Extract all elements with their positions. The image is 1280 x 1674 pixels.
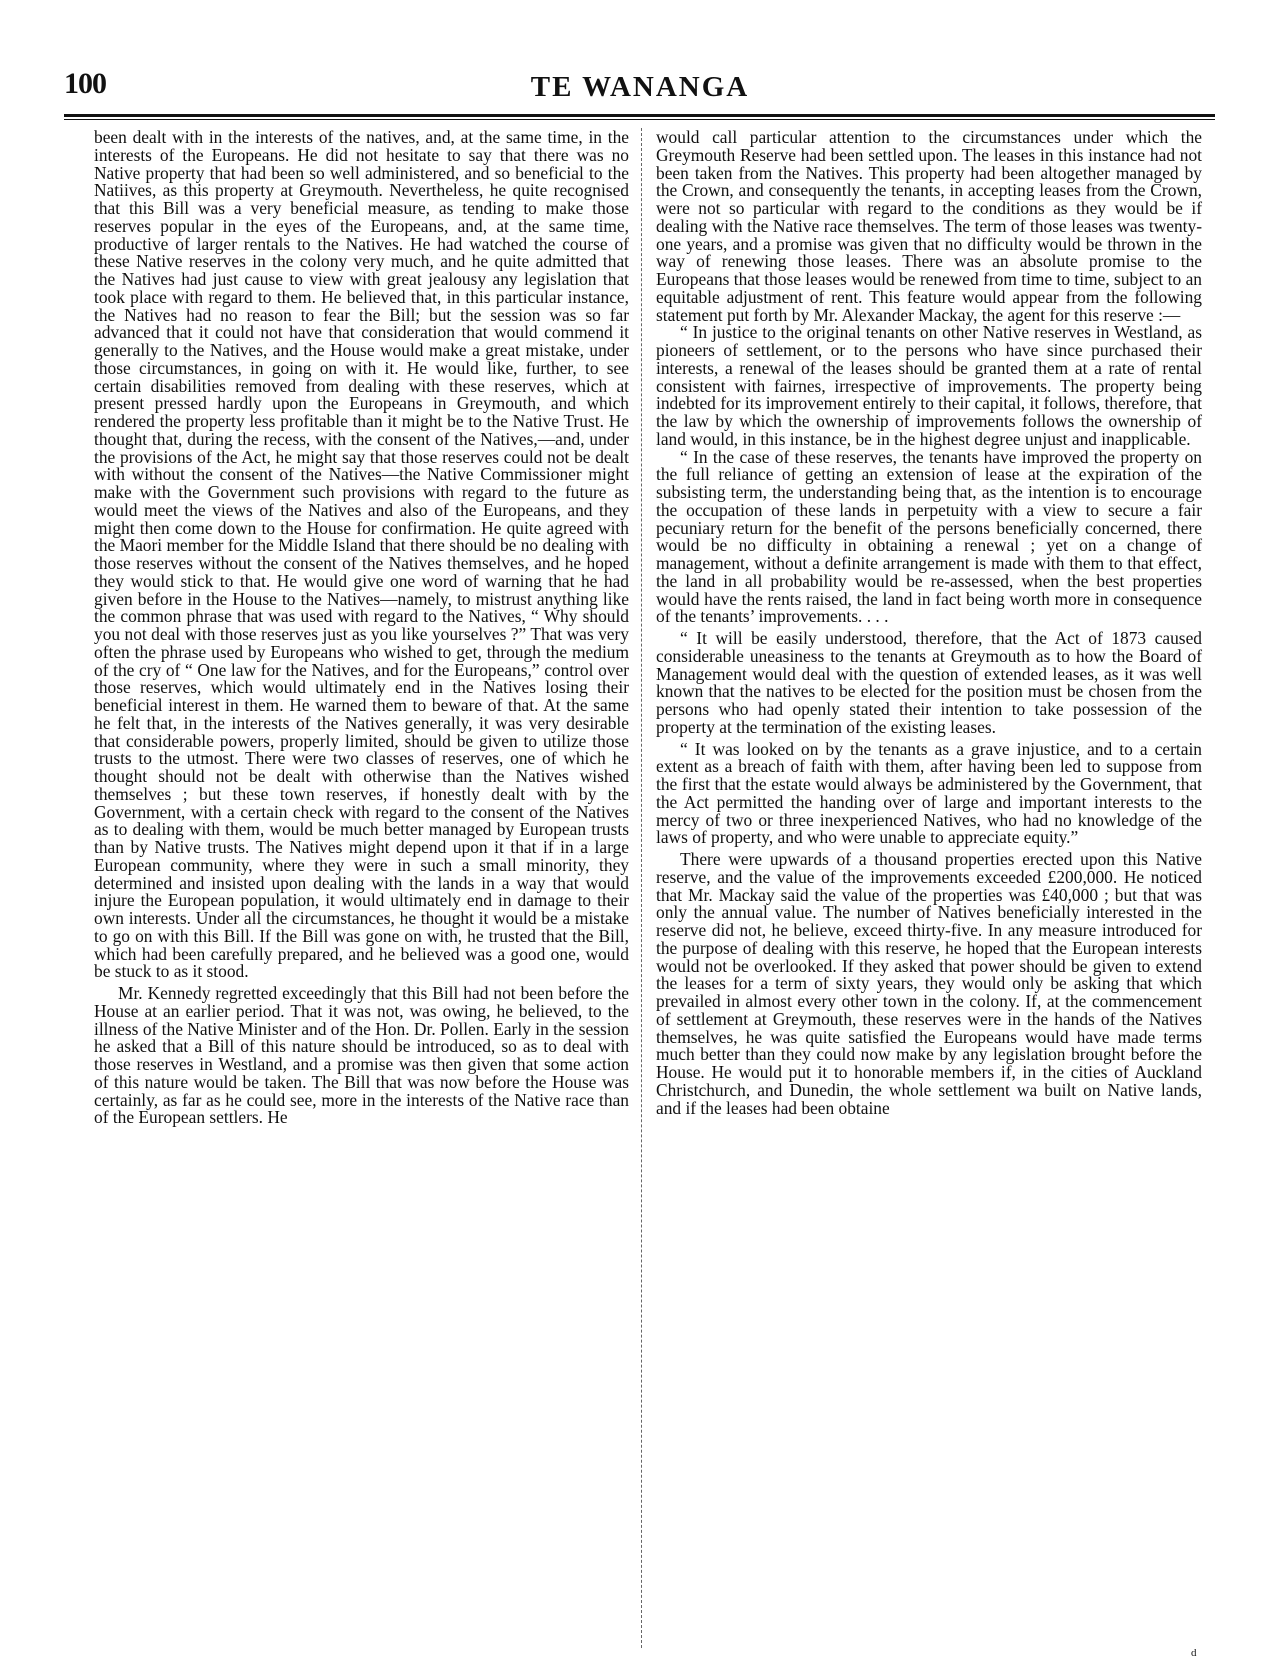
left-column [94, 129, 629, 1127]
paragraph: There were upwards of a thousand properties erected upon this Native reserve, and the value of the improvements exceeded £200,000. He noticed that Mr. Mackay said the value of the properties was £40,000 ; but that was only the annual value. The number of Natives beneficially interested in the reserve did not, he believe, exceed thirty-five. In any measure introduced for the purpose of dealing with this reserve, he hoped that the European interests would not be overlooked. If they asked that power should be given to extend the leases for a term of sixty years, they would only be asking that which prevailed in almost every other town in the colony. If, at the commencement of settlement at Greymouth, these reserves were in the hands of the Natives themselves, he was quite satisfied the Europeans would have made terms much better than they could now make by any legislation brought before the House. He would put it to honorable members if, in the cities of Auckland Christchurch, and Dunedin, the whole settlement wa built on Native lands, and if the leases had been obtaine [656, 849, 1202, 1118]
paragraph: “ It was looked on by the tenants as a grave injustice, and to a certain extent as a breach of faith with them, after having been led to suppose from the first that the estate would always be administered by the Government, that the Act permitted the handing over of large and important interests to the mercy of two or three inexperienced Natives, who had no knowledge of the laws of property, and who were unable to appreciate equity.” [656, 738, 1202, 848]
paragraph: “ In the case of these reserves, the tenants have improved the property on the full reliance of getting an extension of lease at the expiration of the subsisting term, the understanding being that, as the intention is to encourage the occupation of these lands in perpetuity with a view to secure a fair pecuniary return for the benefit of the persons beneficially concerned, there would be no difficulty in obtaining a renewal ; yet on a change of management, without a definite arrangement is made with them to that effect, the land in all probability would be re-assessed, when the best properties would have the rents raised, the land in fact being worth more in consequence of the tenants’ improvements. . . . [656, 446, 1202, 627]
right-column [656, 129, 1202, 1117]
page-number: 100 [64, 67, 106, 100]
paragraph: Mr. Kennedy regretted exceedingly that this Bill had not been before the House at an earlier period. That it was not, was owing, he believed, to the illness of the Native Minister and of the Hon. Dr. Pollen. Early in the session he asked that a Bill of this nature should be introduced, so as to deal with those reserves in Westland, and a promise was then given that some action of this nature would be taken. The Bill that was now before the House was certainly, as far as he could see, more in the interests of the Native race than of the European settlers. He [94, 983, 629, 1128]
masthead-title: TE WANANGA [530, 71, 750, 103]
column-divider [641, 128, 642, 1648]
footer-mark: d [1191, 1647, 1197, 1659]
paragraph: would call particular attention to the circumstances under which the Greymouth Reserve had been settled upon. The leases in this instance had not been taken from the Natives. This property had been altogether managed by the Crown, and consequently the tenants, in accepting leases from the Crown, were not so particular with regard to the conditions as they would be if dealing with the Native race themselves. The term of those leases was twenty-one years, and a promise was given that no difficulty would be thrown in the way of renewing those leases. There was an absolute promise to the Europeans that those leases would be renewed from time to time, subject to an equitable adjustment of rent. This feature would appear from the following statement put forth by Mr. Alexander Mackay, the agent for this reserve :— [656, 127, 1202, 325]
paragraph: “ It will be easily understood, therefore, that the Act of 1873 caused considerable uneasiness to the tenants at Greymouth as to how the Board of Management would deal with the question of extended leases, as it was well known that the natives to be elected for the position must be chosen from the persons who had openly stated their intention to take possession of the property at the termination of the existing leases. [656, 628, 1202, 737]
paragraph: “ In justice to the original tenants on other Native reserves in Westland, as pioneers of settlement, or to the persons who have since purchased their interests, a renewal of the leases should be granted them at a rate of rental consistent with fairnes, irrespective of improvements. The property being indebted for its improvement entirely to their capital, it follows, therefore, that the law by which the ownership of improvements follows the ownership of land would, in this instance, be in the highest degree unjust and inapplicable. [656, 322, 1202, 449]
header-rule [64, 114, 1215, 117]
header-rule-thin [64, 119, 1215, 120]
paragraph: been dealt with in the interests of the natives, and, at the same time, in the interests of the Europeans. He did not hesitate to say that there was no Native property that had been so well administered, and so beneficial to the Natiives, as this property at Greymouth. Nevertheless, he quite recognised that this Bill was a very beneficial measure, as tending to make those reserves popular in the eyes of the Europeans, and, at the same time, productive of larger rentals to the Natives. He had watched the course of these Native reserves in the colony very much, and he quite admitted that the Natives had just cause to view with great jealousy any legislation that took place with regard to them. He believed that, in this particular instance, the Natives had no reason to fear the Bill; but the session was so far advanced that it could not have that consideration that would commend it generally to the Natives, and the House would make a great mistake, under those circumstances, in going on with it. He would like, further, to see certain disabilities removed from dealing with these reserves, which at present pressed hardly upon the Europeans in Greymouth, and which rendered the property less profitable than it might be to the Native Trust. He thought that, during the recess, with the consent of the Natives,—and, under the provisions of the Act, he might say that those reserves could not be dealt with without the consent of the Natives—the Native Commissioner might make with the Government such provisions with regard to the future as would meet the views of the Natives and also of the Europeans, and they might then come down to the House for confirmation. He quite agreed with the Maori member for the Middle Island that there should be no dealing with those reserves without the consent of the Natives themselves, and he hoped they would stick to that. He would give one word of warning that he had given before in the House to the Natives—namely, to mistrust anything like the common phrase that was used with regard to the Natives, “ Why should you not deal with those reserves just as you like yourselves ?” That was very often the phrase used by Europeans who wished to get, through the medium of the cry of “ One law for the Natives, and for the Europeans,” control over those reserves, which would ultimately end in the Natives losing their beneficial interest in them. He warned them to beware of that. At the same he felt that, in the interests of the Natives generally, it was very desirable that considerable powers, properly limited, should be given to utilize those trusts to the utmost. There were two classes of reserves, one of which he thought should not be dealt with otherwise than the Natives wished themselves ; but these town reserves, if honestly dealt with by the Government, with a certain check with regard to the consent of the Natives as to dealing with them, would be much better managed by European trusts than by Native trusts. The Natives might depend upon it that if in a large European community, where they were in such a small minority, they determined and insisted upon dealing with the lands in a way that would injure the European population, it would ultimately end in damage to their own interests. Under all the circumstances, he thought it would be a mistake to go on with this Bill. If the Bill was gone on with, he trusted that the Bill, which had been carefully prepared, and he believed was a good one, would be stuck to as it stood. [94, 127, 629, 982]
